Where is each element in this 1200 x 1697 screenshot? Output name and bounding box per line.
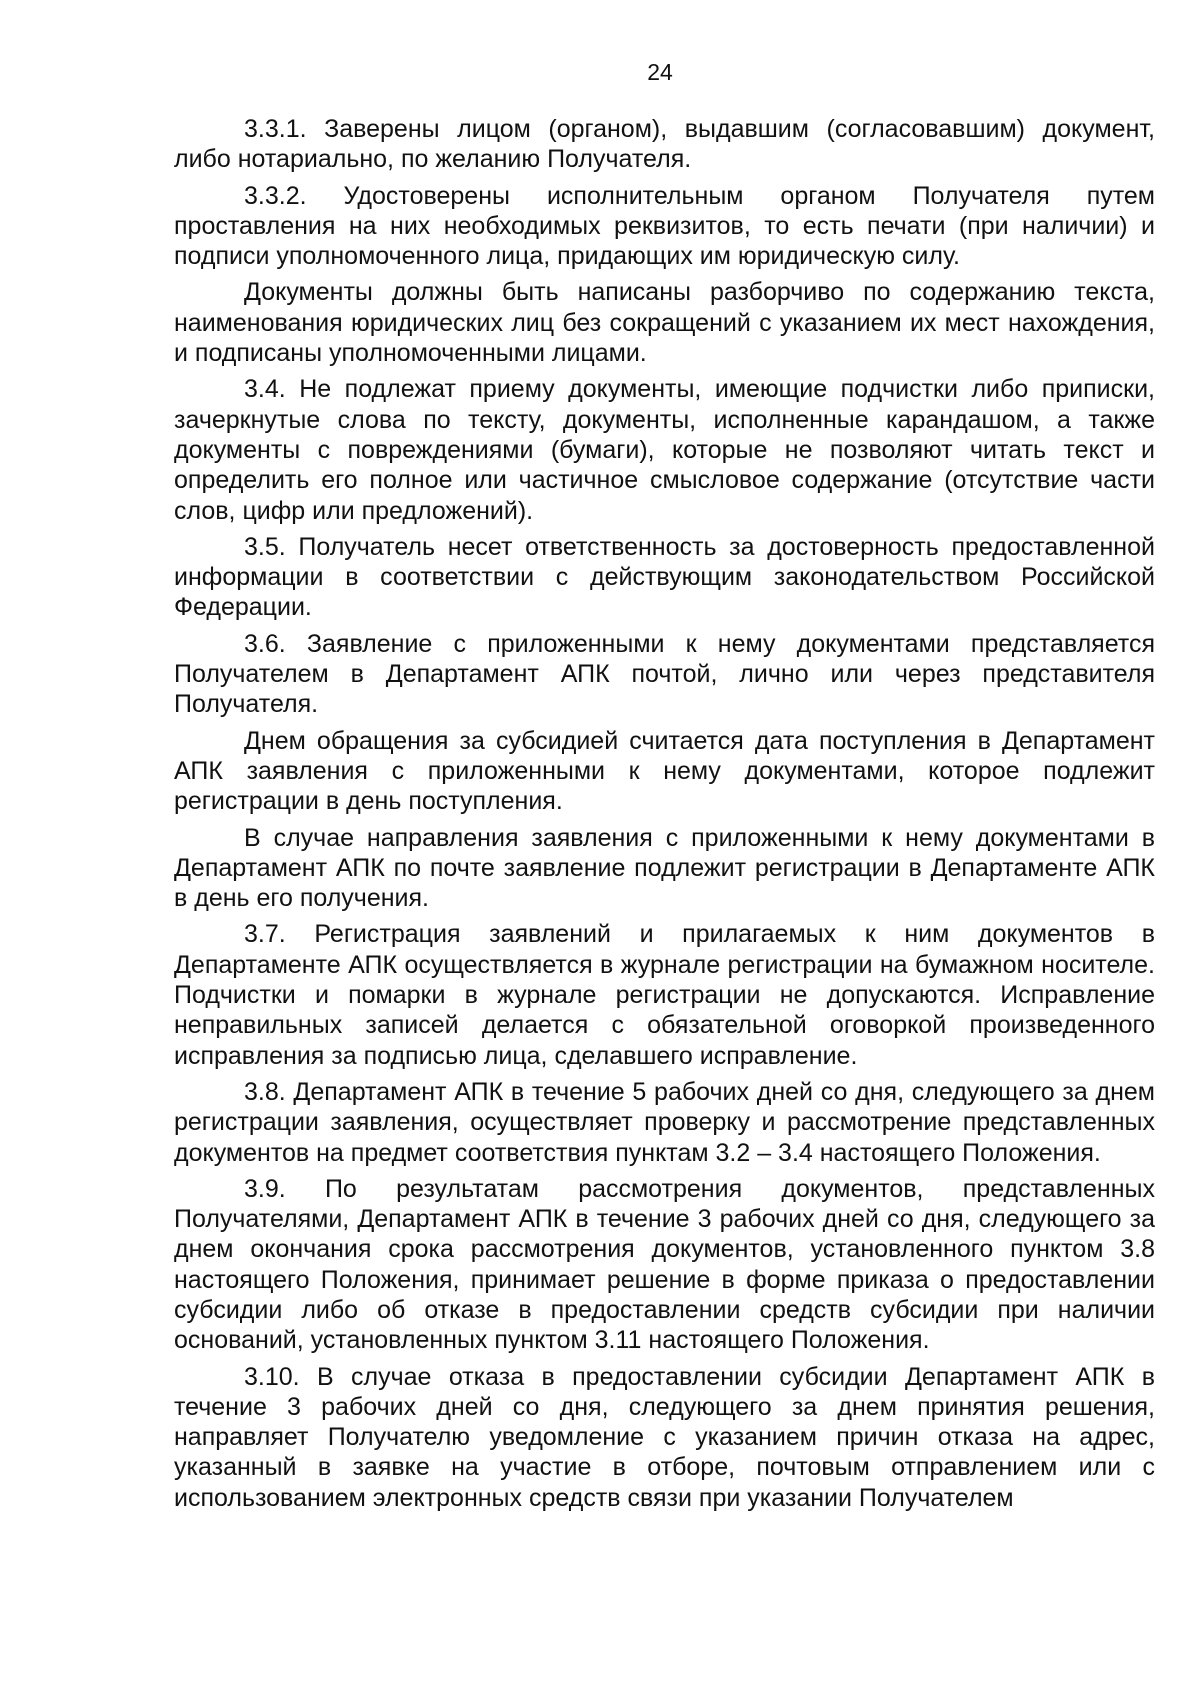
paragraph-postal-submission: В случае направления заявления с приложенными к нему документами в Департамент АПК по почте заявление подлежит регистрации в Департаменте АПК в день его получения. xyxy=(174,823,1155,913)
paragraph-3-3-1: 3.3.1. Заверены лицом (органом), выдавшим (согласовавшим) документ, либо нотариально, по желанию Получателя. xyxy=(174,115,1155,174)
page-number: 24 xyxy=(647,59,673,85)
paragraph-3-8: 3.8. Департамент АПК в течение 5 рабочих дней со дня, следующего за днем регистрации заявления, осуществляет проверку и рассмотрение представленных документов на предмет соответствия пунктам 3.2 – 3.4 настоящего Положения. xyxy=(174,1077,1155,1167)
paragraph-3-4: 3.4. Не подлежат приему документы, имеющие подчистки либо приписки, зачеркнутые слова по тексту, документы, исполненные карандашом, а также документы с повреждениями (бумаги), которые не позволяют читать текст и определить его полное или частичное смысловое содержание (отсутствие части слов, цифр или предложений). xyxy=(174,375,1155,525)
document-body xyxy=(174,114,1155,1519)
paragraph-3-9: 3.9. По результатам рассмотрения документов, представленных Получателями, Департамент АПК в течение 3 рабочих дней со дня, следующего за днем окончания срока рассмотрения документов, установленного пунктом 3.8 настоящего Положения, принимает решение в форме приказа о предоставлении субсидии либо об отказе в предоставлении средств субсидии при наличии оснований, установленных пунктом 3.11 настоящего Положения. xyxy=(174,1174,1155,1355)
paragraph-3-10: 3.10. В случае отказа в предоставлении субсидии Департамент АПК в течение 3 рабочих дней со дня, следующего за днем принятия решения, направляет Получателю уведомление с указанием причин отказа на адрес, указанный в заявке на участие в отборе, почтовым отправлением или с использованием электронных средств связи при указании Получателем xyxy=(174,1362,1155,1512)
paragraph-document-requirements: Документы должны быть написаны разборчиво по содержанию текста, наименования юридических лиц без сокращений с указанием их мест нахождения, и подписаны уполномоченными лицами. xyxy=(174,278,1155,368)
paragraph-3-6: 3.6. Заявление с приложенными к нему документами представляется Получателем в Департамент АПК почтой, лично или через представителя Получателя. xyxy=(174,629,1155,719)
paragraph-3-7: 3.7. Регистрация заявлений и прилагаемых к ним документов в Департаменте АПК осуществляется в журнале регистрации на бумажном носителе. Подчистки и помарки в журнале регистрации не допускаются. Исправление неправильных записей делается с обязательной оговоркой произведенного исправления за подписью лица, сделавшего исправление. xyxy=(174,920,1155,1070)
paragraph-3-5: 3.5. Получатель несет ответственность за достоверность предоставленной информации в соответствии с действующим законодательством Российской Федерации. xyxy=(174,532,1155,622)
paragraph-3-3-2: 3.3.2. Удостоверены исполнительным органом Получателя путем проставления на них необходимых реквизитов, то есть печати (при наличии) и подписи уполномоченного лица, придающих им юридическую силу. xyxy=(174,181,1155,271)
paragraph-application-date: Днем обращения за субсидией считается дата поступления в Департамент АПК заявления с приложенными к нему документами, которое подлежит регистрации в день поступления. xyxy=(174,726,1155,816)
